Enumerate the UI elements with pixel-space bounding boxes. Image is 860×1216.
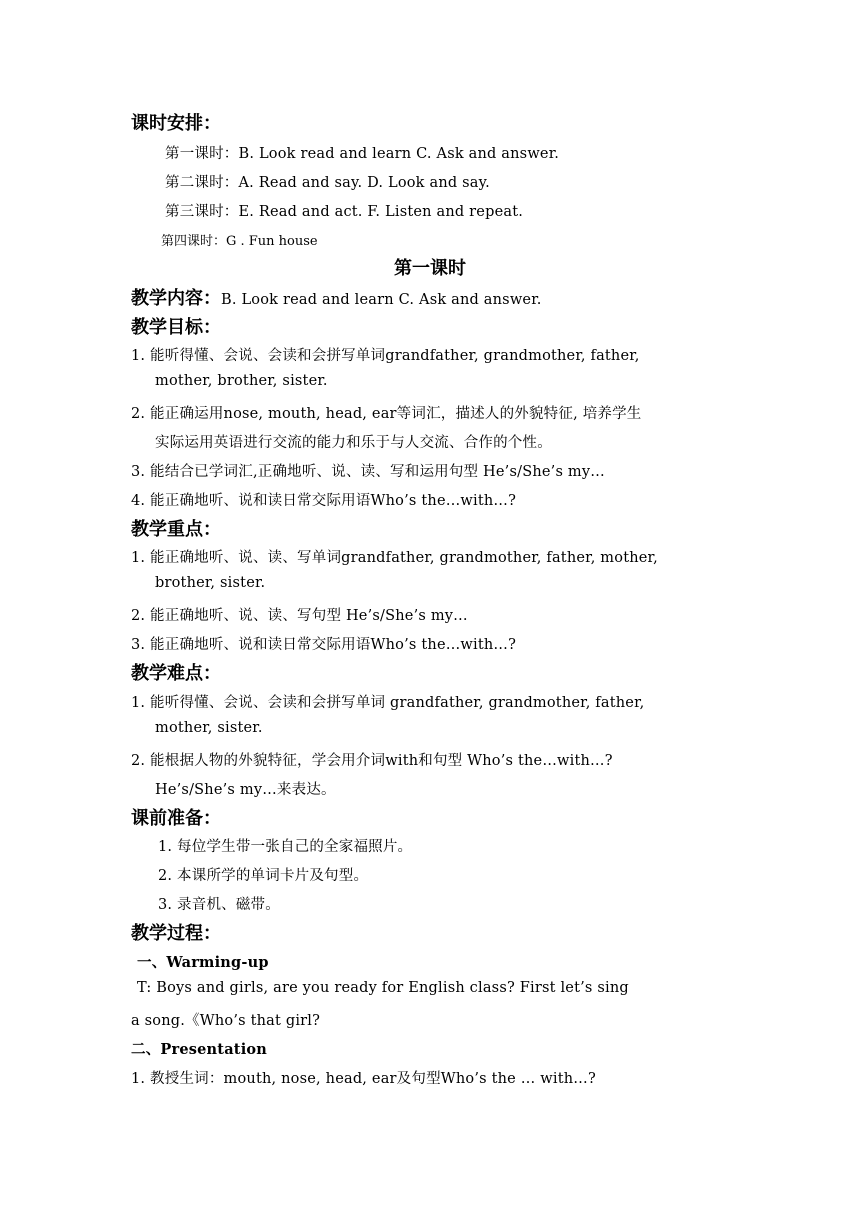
schedule-item-3: 第三课时：E. Read and act. F. Listen and repeat. [165, 204, 524, 220]
preparation-item-3: 3. 录音机、磁带。 [158, 897, 280, 913]
objective-line-4: 实际运用英语进行交流的能力和乐于与人交流、合作的个性。 [155, 435, 552, 451]
preparation-heading: 课前准备： [131, 808, 221, 829]
warming-up-line-1: T: Boys and girls, are you ready for English class? First let’s sing [137, 980, 629, 996]
difficulties-heading: 教学难点： [131, 663, 221, 684]
objective-line-6: 4. 能正确地听、说和读日常交际用语Who’s the…with…? [131, 493, 517, 509]
content-text: B. Look read and learn C. Ask and answer. [221, 292, 542, 308]
key-point-line-3: 2. 能正确地听、说、读、写句型 He’s/She’s my… [131, 608, 468, 624]
objective-line-3: 2. 能正确运用nose, mouth, head, ear等词汇，描述人的外貌特征, 培养学生 [131, 406, 642, 422]
difficulty-line-4: He’s/She’s my…来表达。 [155, 782, 336, 798]
schedule-heading: 课时安排： [131, 113, 221, 134]
preparation-item-1: 1. 每位学生带一张自己的全家福照片。 [158, 839, 413, 855]
schedule-item-1: 第一课时：B. Look read and learn C. Ask and answer. [165, 146, 560, 162]
presentation-line-1: 1. 教授生词：mouth, nose, head, ear及句型Who’s the … with…? [131, 1071, 596, 1087]
lesson-title: 第一课时 [394, 258, 466, 279]
key-points-heading: 教学重点： [131, 519, 221, 540]
preparation-item-2: 2. 本课所学的单词卡片及句型。 [158, 868, 369, 884]
objectives-heading: 教学目标： [131, 317, 221, 338]
difficulty-line-1: 1. 能听得懂、会说、会读和会拼写单词 grandfather, grandmother, father, [131, 695, 645, 711]
objective-line-2: mother, brother, sister. [155, 373, 328, 389]
presentation-title: 二、Presentation [131, 1041, 268, 1058]
warming-up-line-2: a song.《Who’s that girl? [131, 1013, 321, 1029]
process-heading: 教学过程： [131, 923, 221, 944]
key-point-line-1: 1. 能正确地听、说、读、写单词grandfather, grandmother, father, mother, [131, 550, 658, 566]
schedule-item-2: 第二课时：A. Read and say. D. Look and say. [165, 175, 490, 191]
objective-line-1: 1. 能听得懂、会说、会读和会拼写单词grandfather, grandmother, father, [131, 348, 640, 364]
difficulty-line-2: mother, sister. [155, 720, 263, 736]
warming-up-title: 一、Warming-up [137, 954, 269, 971]
content-label: 教学内容： [131, 288, 221, 309]
content-line [131, 284, 542, 310]
key-point-line-4: 3. 能正确地听、说和读日常交际用语Who’s the…with…? [131, 637, 517, 653]
key-point-line-2: brother, sister. [155, 575, 266, 591]
difficulty-line-3: 2. 能根据人物的外貌特征，学会用介词with和句型 Who’s the…with…? [131, 753, 613, 769]
schedule-item-4: 第四课时：G . Fun house [161, 234, 318, 249]
objective-line-5: 3. 能结合已学词汇,正确地听、说、读、写和运用句型 He’s/She’s my… [131, 464, 605, 480]
